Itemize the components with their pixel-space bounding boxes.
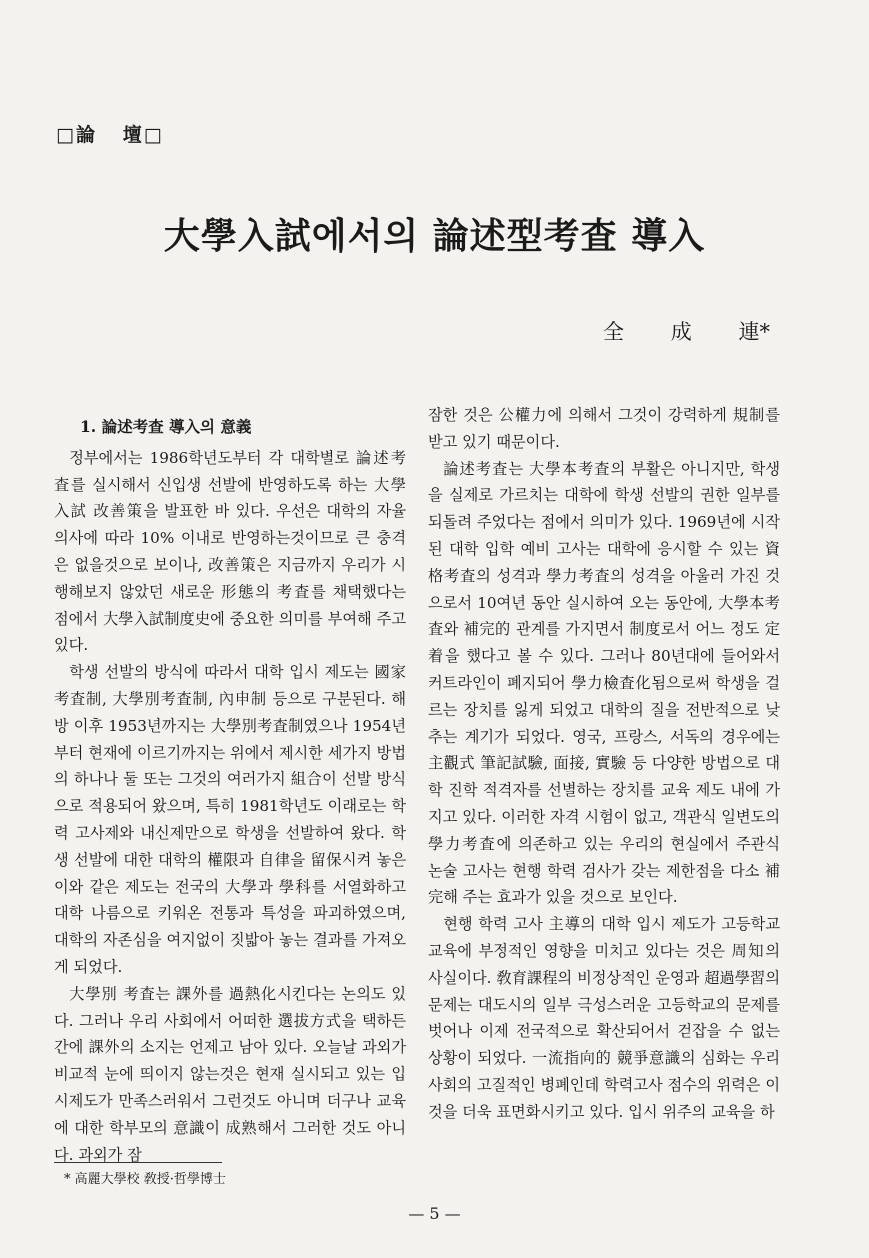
paragraph: 잠한 것은 公權力에 의해서 그것이 강력하게 規制를 받고 있기 때문이다. xyxy=(428,406,780,451)
right-column xyxy=(428,402,780,1126)
left-column xyxy=(54,414,406,1168)
paragraph: 大學別 考査는 課外를 過熱化시킨다는 논의도 있다. 그러나 우리 사회에서 어떠한 選拔方式을 택하든간에 課外의 소지는 언제고 남아 있다. 오늘날 과외가 비교적 눈에 띄이지 않는것은 현재 실시되고 있는 입시제도가 만족스러워서 그런것도 아니며 더구나 교육에 대한 학부모의 意識이 成熟해서 그러한 것도 아니다. 과외가 잠 xyxy=(54,984,406,1164)
footnote-divider xyxy=(54,1162,222,1163)
author-name: 全 成 連* xyxy=(603,320,770,344)
paragraph: 현행 학력 고사 主導의 대학 입시 제도가 고등학교 교육에 부정적인 영향을 미치고 있다는 것은 周知의 사실이다. 敎育課程의 비정상적인 운영과 超過學習의 문제는 대도시의 일부 극성스러운 고등학교의 문제를 벗어나 이제 전국적으로 확산되어서 걷잡을 수 없는 상황이 되었다. 一流指向的 競爭意識의 심화는 우리 사회의 고질적인 병폐인데 학력고사 점수의 위력은 이것을 더욱 표면화시키고 있다. 입시 위주의 교육을 하 xyxy=(428,915,780,1121)
page-number: — 5 — xyxy=(408,1204,461,1223)
section-label: □論 壇□ xyxy=(56,124,164,146)
paragraph: 학생 선발의 방식에 따라서 대학 입시 제도는 國家考査制, 大學別考査制, 內申制 등으로 구분된다. 해방 이후 1953년까지는 大學別考査制였으나 1954년부터 현재에 이르기까지는 위에서 제시한 세가지 방법의 하나나 둘 또는 그것의 여러가지 組合이 선발 방식으로 적용되어 왔으며, 특히 1981학년도 이래로는 학력 고사제와 내신제만으로 학생을 선발하여 왔다. 학생 선발에 대한 대학의 權限과 自律을 留保시켜 놓은 이와 같은 제도는 전국의 大學과 學科를 서열화하고 대학 나름으로 키워온 전통과 특성을 파괴하였으며, 대학의 자존심을 여지없이 짓밟아 놓는 결과를 가져오게 되었다. xyxy=(54,663,406,976)
section-heading: 1. 論述考查 導入의 意義 xyxy=(80,417,252,436)
paragraph: 論述考査는 大學本考査의 부활은 아니지만, 학생을 실제로 가르치는 대학에 학생 선발의 권한 일부를 되돌려 주었다는 점에서 의미가 있다. 1969년에 시작된 대학 입학 예비 고사는 대학에 응시할 수 있는 資格考査의 성격과 學力考査의 성격을 아울러 가진 것으로서 10여년 동안 실시하여 오는 동안에, 大學本考査와 補完的 관계를 가지면서 制度로서 어느 정도 定着을 했다고 볼 수 있다. 그러나 80년대에 들어와서 커트라인이 폐지되어 學力檢査化됨으로써 학생을 걸르는 장치를 잃게 되었고 대학의 질을 전반적으로 낮추는 계기가 되었다. 영국, 프랑스, 서독의 경우에는 主觀式 筆記試驗, 面接, 實驗 등 다양한 방법으로 대학 진학 적격자를 선별하는 장치를 교육 제도 내에 가지고 있다. 이러한 자격 시험이 없고, 객관식 일변도의 學力考査에 의존하고 있는 우리의 현실에서 주관식 논술 고사는 현행 학력 검사가 갖는 제한점을 다소 補完해 주는 효과가 있을 것으로 보인다. xyxy=(428,459,780,907)
footnote: * 高麗大學校 敎授·哲學博士 xyxy=(64,1172,226,1187)
paragraph: 정부에서는 1986학년도부터 각 대학별로 論述考査를 실시해서 신입생 선발에 반영하도록 하는 大學入試 改善策을 발표한 바 있다. 우선은 대학의 자율 의사에 따라 10% 이내로 반영하는것이므로 큰 충격은 없을것으로 보이나, 改善策은 지금까지 우리가 시행해보지 않았던 새로운 形態의 考査를 채택했다는 점에서 大學入試制度史에 중요한 의미를 부여해 주고 있다. xyxy=(54,448,406,655)
article-title: 大學入試에서의 論述型考査 導入 xyxy=(163,215,706,257)
